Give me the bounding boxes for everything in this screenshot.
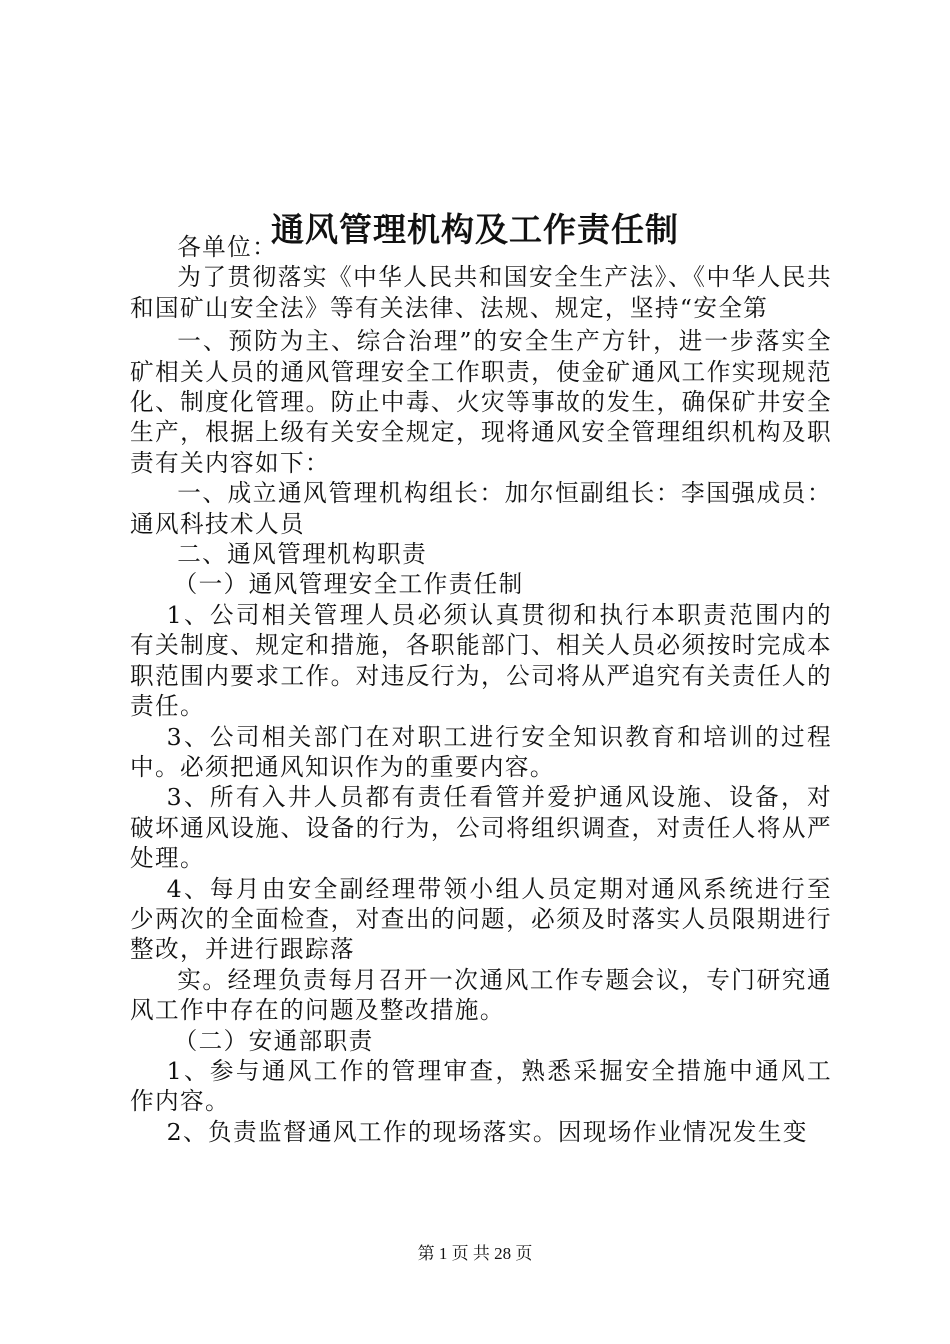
subsection-heading: （一）通风管理安全工作责任制: [173, 570, 524, 599]
body-paragraph: 1、参与通风工作的管理审查，熟悉采掘安全措施中通风工作内容。: [130, 1056, 832, 1116]
section-heading: 二、通风管理机构职责: [177, 540, 428, 569]
salutation-paragraph: 各单位：: [177, 233, 278, 261]
page-number-footer: 第 1 页 共 28 页: [417, 1244, 533, 1263]
body-paragraph: 1、公司相关管理人员必须认真贯彻和执行本职责范围内的有关制度、规定和措施，各职能部门、相关人员必须按时完成本职范围内要求工作。对违反行为，公司将从严追究有关责任人的责任。: [130, 600, 832, 721]
document-title: 通风管理机构及工作责任制: [271, 210, 679, 250]
document-body: [130, 232, 832, 1147]
body-paragraph: 一、预防为主、综合治理”的安全生产方针，进一步落实全矿相关人员的通风管理安全工作职责，使金矿通风工作实现规范化、制度化管理。防止中毒、火灾等事故的发生，确保矿井安全生产，根据上级有关安全规定，现将通风安全管理组织机构及职责有关内容如下：: [130, 327, 832, 477]
body-paragraph: 一、成立通风管理机构组长：加尔恒副组长：李国强成员：通风科技术人员: [130, 479, 832, 538]
body-paragraph: 3、公司相关部门在对职工进行安全知识教育和培训的过程中。必须把通风知识作为的重要内容。: [130, 722, 832, 781]
body-paragraph: 实。经理负责每月召开一次通风工作专题会议，专门研究通风工作中存在的问题及整改措施。: [130, 965, 832, 1025]
body-paragraph: 3、所有入井人员都有责任看管并爱护通风设施、设备，对破坏通风设施、设备的行为，公司将组织调查，对责任人将从严处理。: [130, 783, 832, 873]
body-paragraph: 4、每月由安全副经理带领小组人员定期对通风系统进行至少两次的全面检查，对查出的问题，必须及时落实人员限期进行整改，并进行跟踪落: [130, 874, 832, 964]
body-paragraph: 为了贯彻落实《中华人民共和国安全生产法》、《中华人民共和国矿山安全法》等有关法律、法规、规定，坚持“安全第: [130, 263, 832, 322]
body-paragraph: 2、负责监督通风工作的现场落实。因现场作业情况发生变: [166, 1117, 808, 1146]
subsection-heading: （二）安通部职责: [173, 1026, 374, 1055]
